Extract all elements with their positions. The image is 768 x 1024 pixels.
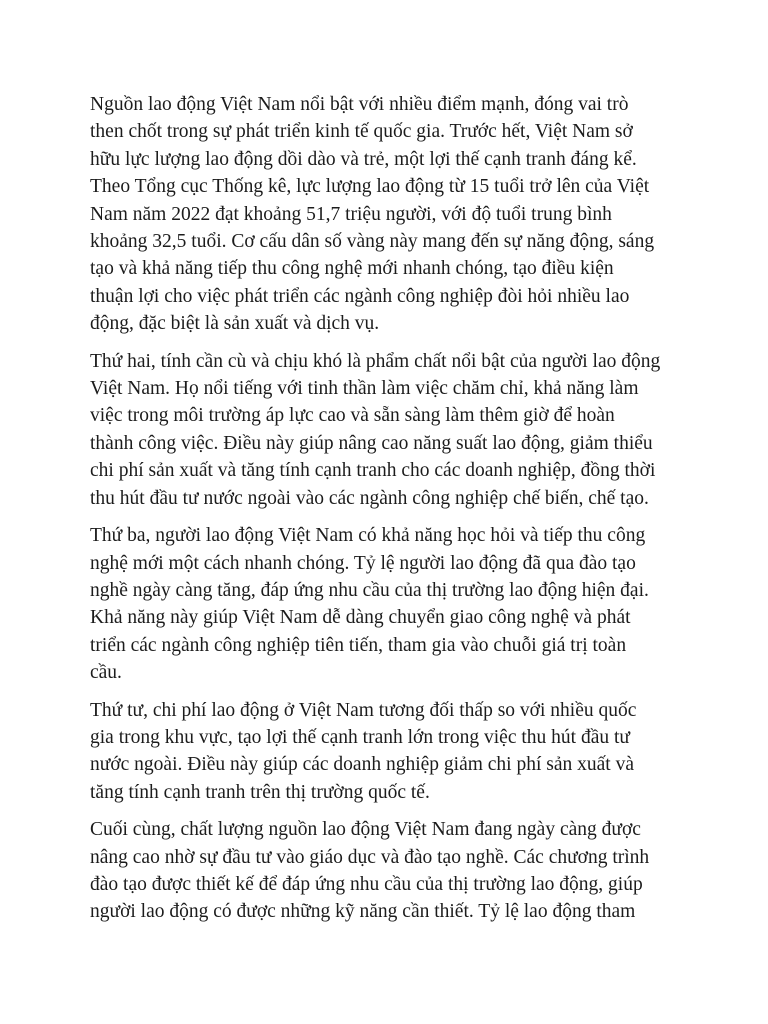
text-line: nghệ mới một cách nhanh chóng. Tỷ lệ người lao động đã qua đào tạo	[90, 552, 636, 574]
text-line: thuận lợi cho việc phát triển các ngành công nghiệp đòi hỏi nhiều lao	[90, 285, 630, 307]
text-line: hữu lực lượng lao động dồi dào và trẻ, một lợi thế cạnh tranh đáng kể.	[90, 148, 637, 170]
text-line: tăng tính cạnh tranh trên thị trường quốc tế.	[90, 781, 430, 803]
paragraph-1	[90, 91, 768, 338]
text-line: chi phí sản xuất và tăng tính cạnh tranh cho các doanh nghiệp, đồng thời	[90, 460, 656, 482]
text-line: Thứ ba, người lao động Việt Nam có khả năng học hỏi và tiếp thu công	[90, 525, 646, 547]
text-line: động, đặc biệt là sản xuất và dịch vụ.	[90, 313, 380, 335]
text-line: tạo và khả năng tiếp thu công nghệ mới nhanh chóng, tạo điều kiện	[90, 258, 614, 280]
text-line: Nam năm 2022 đạt khoảng 51,7 triệu người, với độ tuổi trung bình	[90, 203, 612, 225]
text-line: thu hút đầu tư nước ngoài vào các ngành công nghiệp chế biến, chế tạo.	[90, 487, 649, 509]
text-line: Khả năng này giúp Việt Nam dễ dàng chuyển giao công nghệ và phát	[90, 607, 631, 629]
text-line: người lao động có được những kỹ năng cần thiết. Tỷ lệ lao động tham	[90, 901, 636, 923]
text-line: Việt Nam. Họ nổi tiếng với tinh thần làm việc chăm chỉ, khả năng làm	[90, 378, 639, 400]
paragraph-5	[90, 816, 768, 926]
text-line: nghề ngày càng tăng, đáp ứng nhu cầu của thị trường lao động hiện đại.	[90, 579, 649, 601]
text-line: Cuối cùng, chất lượng nguồn lao động Việt Nam đang ngày càng được	[90, 819, 641, 841]
text-line: gia trong khu vực, tạo lợi thế cạnh tranh lớn trong việc thu hút đầu tư	[90, 726, 630, 748]
text-line: then chốt trong sự phát triển kinh tế quốc gia. Trước hết, Việt Nam sở	[90, 121, 633, 143]
paragraph-3	[90, 522, 768, 686]
text-line: Nguồn lao động Việt Nam nổi bật với nhiều điểm mạnh, đóng vai trò	[90, 94, 629, 115]
text-line: nâng cao nhờ sự đầu tư vào giáo dục và đào tạo nghề. Các chương trình	[90, 846, 650, 868]
paragraph-4	[90, 697, 768, 807]
paragraph-2	[90, 348, 768, 512]
text-line: Thứ hai, tính cần cù và chịu khó là phẩm chất nổi bật của người lao động	[90, 350, 661, 372]
text-line: triển các ngành công nghiệp tiên tiến, tham gia vào chuỗi giá trị toàn	[90, 634, 627, 656]
text-line: thành công việc. Điều này giúp nâng cao năng suất lao động, giảm thiểu	[90, 432, 653, 454]
text-line: việc trong môi trường áp lực cao và sẵn sàng làm thêm giờ để hoàn	[90, 405, 615, 427]
text-line: khoảng 32,5 tuổi. Cơ cấu dân số vàng này mang đến sự năng động, sáng	[90, 231, 655, 253]
text-line: Thứ tư, chi phí lao động ở Việt Nam tương đối thấp so với nhiều quốc	[90, 699, 637, 721]
text-line: cầu.	[90, 662, 122, 684]
text-line: đào tạo được thiết kế để đáp ứng nhu cầu của thị trường lao động, giúp	[90, 873, 643, 895]
text-line: nước ngoài. Điều này giúp các doanh nghiệp giảm chi phí sản xuất và	[90, 754, 634, 776]
text-line: Theo Tổng cục Thống kê, lực lượng lao động từ 15 tuổi trở lên của Việt	[90, 176, 650, 198]
